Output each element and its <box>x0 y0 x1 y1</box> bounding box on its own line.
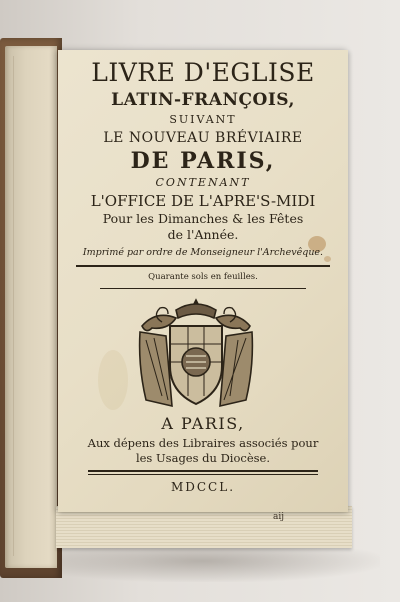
title-line-1: LIVRE D'EGLISE <box>91 58 315 87</box>
price-note: Quarante sols en feuilles. <box>148 272 258 282</box>
title-line-2: LATIN-FRANÇOIS, <box>111 90 295 110</box>
title-line-5: DE PARIS, <box>130 148 276 174</box>
place: A PARIS, <box>161 414 245 433</box>
divider-rule <box>88 474 318 475</box>
left-page <box>5 46 57 568</box>
publication-year: MDCCL. <box>170 480 236 494</box>
title-line-4: LE NOUVEAU BRÉVIAIRE <box>103 130 303 146</box>
foxing-stain <box>98 350 128 410</box>
archbishop-coat-of-arms-icon <box>132 296 260 414</box>
publisher-line-2: les Usages du Diocèse. <box>135 451 271 465</box>
title-line-3: SUIVANT <box>169 113 237 126</box>
divider-rule <box>100 288 306 289</box>
divider-rule <box>88 470 318 472</box>
divider-rule <box>76 265 330 267</box>
title-line-9: de l'Année. <box>167 227 239 242</box>
title-line-6: CONTENANT <box>155 176 251 189</box>
title-line-8: Pour les Dimanches & les Fêtes <box>102 211 304 226</box>
publisher-line-1: Aux dépens des Libraires associés pour <box>87 436 319 450</box>
signature-mark: aij <box>272 512 284 522</box>
title-line-7: L'OFFICE DE L'APRE'S-MIDI <box>90 192 316 210</box>
title-page <box>58 50 348 512</box>
imprint-note: Imprimé par ordre de Monseigneur l'Archevêque. <box>82 247 324 258</box>
